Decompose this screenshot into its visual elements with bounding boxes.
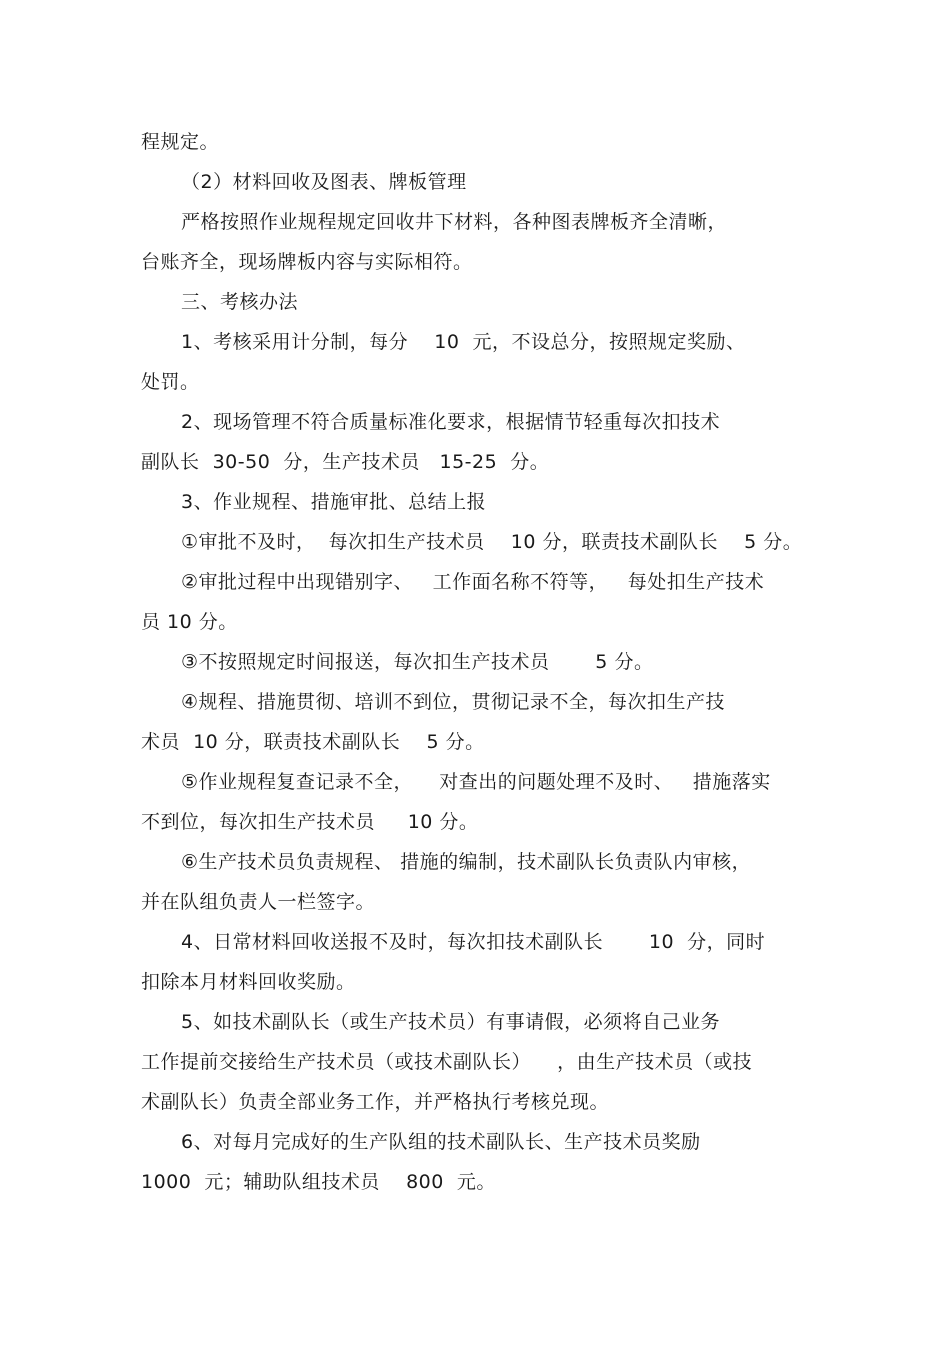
- text-line: 处罚。: [141, 371, 200, 393]
- text-line: 台账齐全，现场牌板内容与实际相符。: [141, 251, 473, 273]
- text-line: 副队长 30-50 分，生产技术员 15-25 分。: [141, 451, 550, 473]
- text-line: 术副队长）负责全部业务工作，并严格执行考核兑现。: [141, 1091, 610, 1113]
- text-line: ①审批不及时， 每次扣生产技术员 10 分，联责技术副队长 5 分。: [181, 531, 803, 553]
- text-line: 6、对每月完成好的生产队组的技术副队长、生产技术员奖励: [181, 1131, 701, 1153]
- text-line: ⑤作业规程复查记录不全， 对查出的问题处理不及时、 措施落实: [181, 771, 771, 793]
- text-line: ⑥生产技术员负责规程、 措施的编制，技术副队长负责队内审核，: [181, 851, 752, 873]
- text-line: 5、如技术副队长（或生产技术员）有事请假，必须将自己业务: [181, 1011, 721, 1033]
- text-line: 2、现场管理不符合质量标准化要求，根据情节轻重每次扣技术: [181, 411, 721, 433]
- text-line: ④规程、措施贯彻、培训不到位，贯彻记录不全，每次扣生产技: [181, 691, 726, 713]
- text-line: 4、日常材料回收送报不及时，每次扣技术副队长 10 分，同时: [181, 931, 766, 953]
- section-heading: 三、考核办法: [181, 291, 299, 313]
- text-line: ③不按照规定时间报送，每次扣生产技术员 5 分。: [181, 651, 654, 673]
- text-line: 员 10 分。: [141, 611, 238, 633]
- text-line: 术员 10 分，联责技术副队长 5 分。: [141, 731, 485, 753]
- text-line: 扣除本月材料回收奖励。: [141, 971, 356, 993]
- text-line: 并在队组负责人一栏签字。: [141, 891, 376, 913]
- section-heading: （2）材料回收及图表、牌板管理: [181, 171, 467, 193]
- text-line: 3、作业规程、措施审批、总结上报: [181, 491, 487, 513]
- text-line: 严格按照作业规程规定回收井下材料，各种图表牌板齐全清晰，: [181, 211, 728, 233]
- text-line: 1、考核采用计分制，每分 10 元，不设总分，按照规定奖励、: [181, 331, 746, 353]
- text-line: 工作提前交接给生产技术员（或技术副队长） ，由生产技术员（或技: [141, 1051, 753, 1073]
- text-line: ②审批过程中出现错别字、 工作面名称不符等， 每处扣生产技术: [181, 571, 765, 593]
- text-line: 1000 元；辅助队组技术员 800 元。: [141, 1171, 496, 1193]
- text-line: 程规定。: [141, 131, 220, 153]
- text-line: 不到位，每次扣生产技术员 10 分。: [141, 811, 479, 833]
